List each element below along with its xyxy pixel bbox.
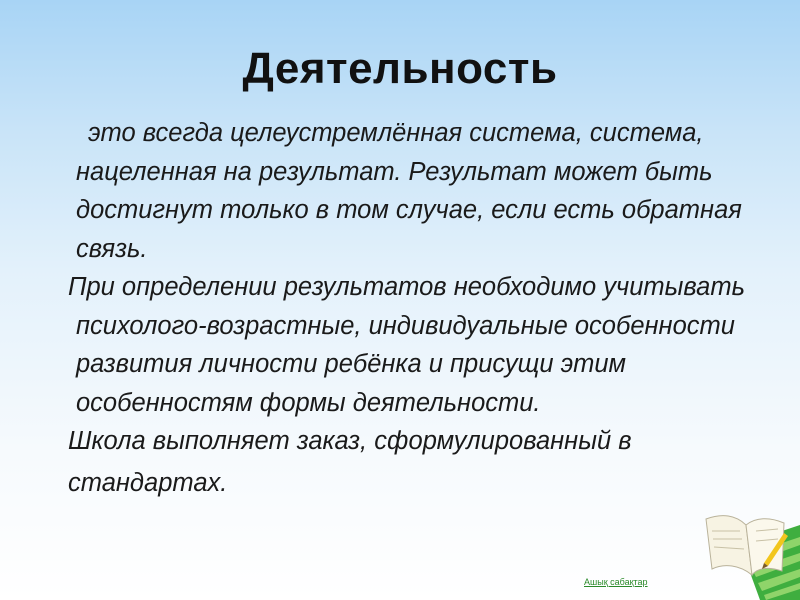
- slide-body: [68, 114, 776, 502]
- paragraph-school-line-1: Школа выполняет заказ, сформулированный в: [68, 427, 632, 455]
- open-book-pages: [706, 516, 784, 575]
- open-book-icon: [700, 505, 800, 600]
- footer-link[interactable]: Ашық сабақтар: [584, 577, 648, 587]
- paragraph-school-line-2: стандартах.: [68, 468, 228, 497]
- paragraph-school: [68, 422, 776, 502]
- paragraph-results: При определении результатов необходимо учитывать психолого-возрастные, индивидуальные особенности развития личности ребёнка и присущи этим особенностям формы деятельности.: [68, 273, 745, 417]
- slide-title: Деятельность: [242, 44, 558, 93]
- paragraph-definition: это всегда целеустремлённая система, система, нацеленная на результат. Результат может быть достигнут только в том случае, если есть обратная связь.: [76, 119, 742, 263]
